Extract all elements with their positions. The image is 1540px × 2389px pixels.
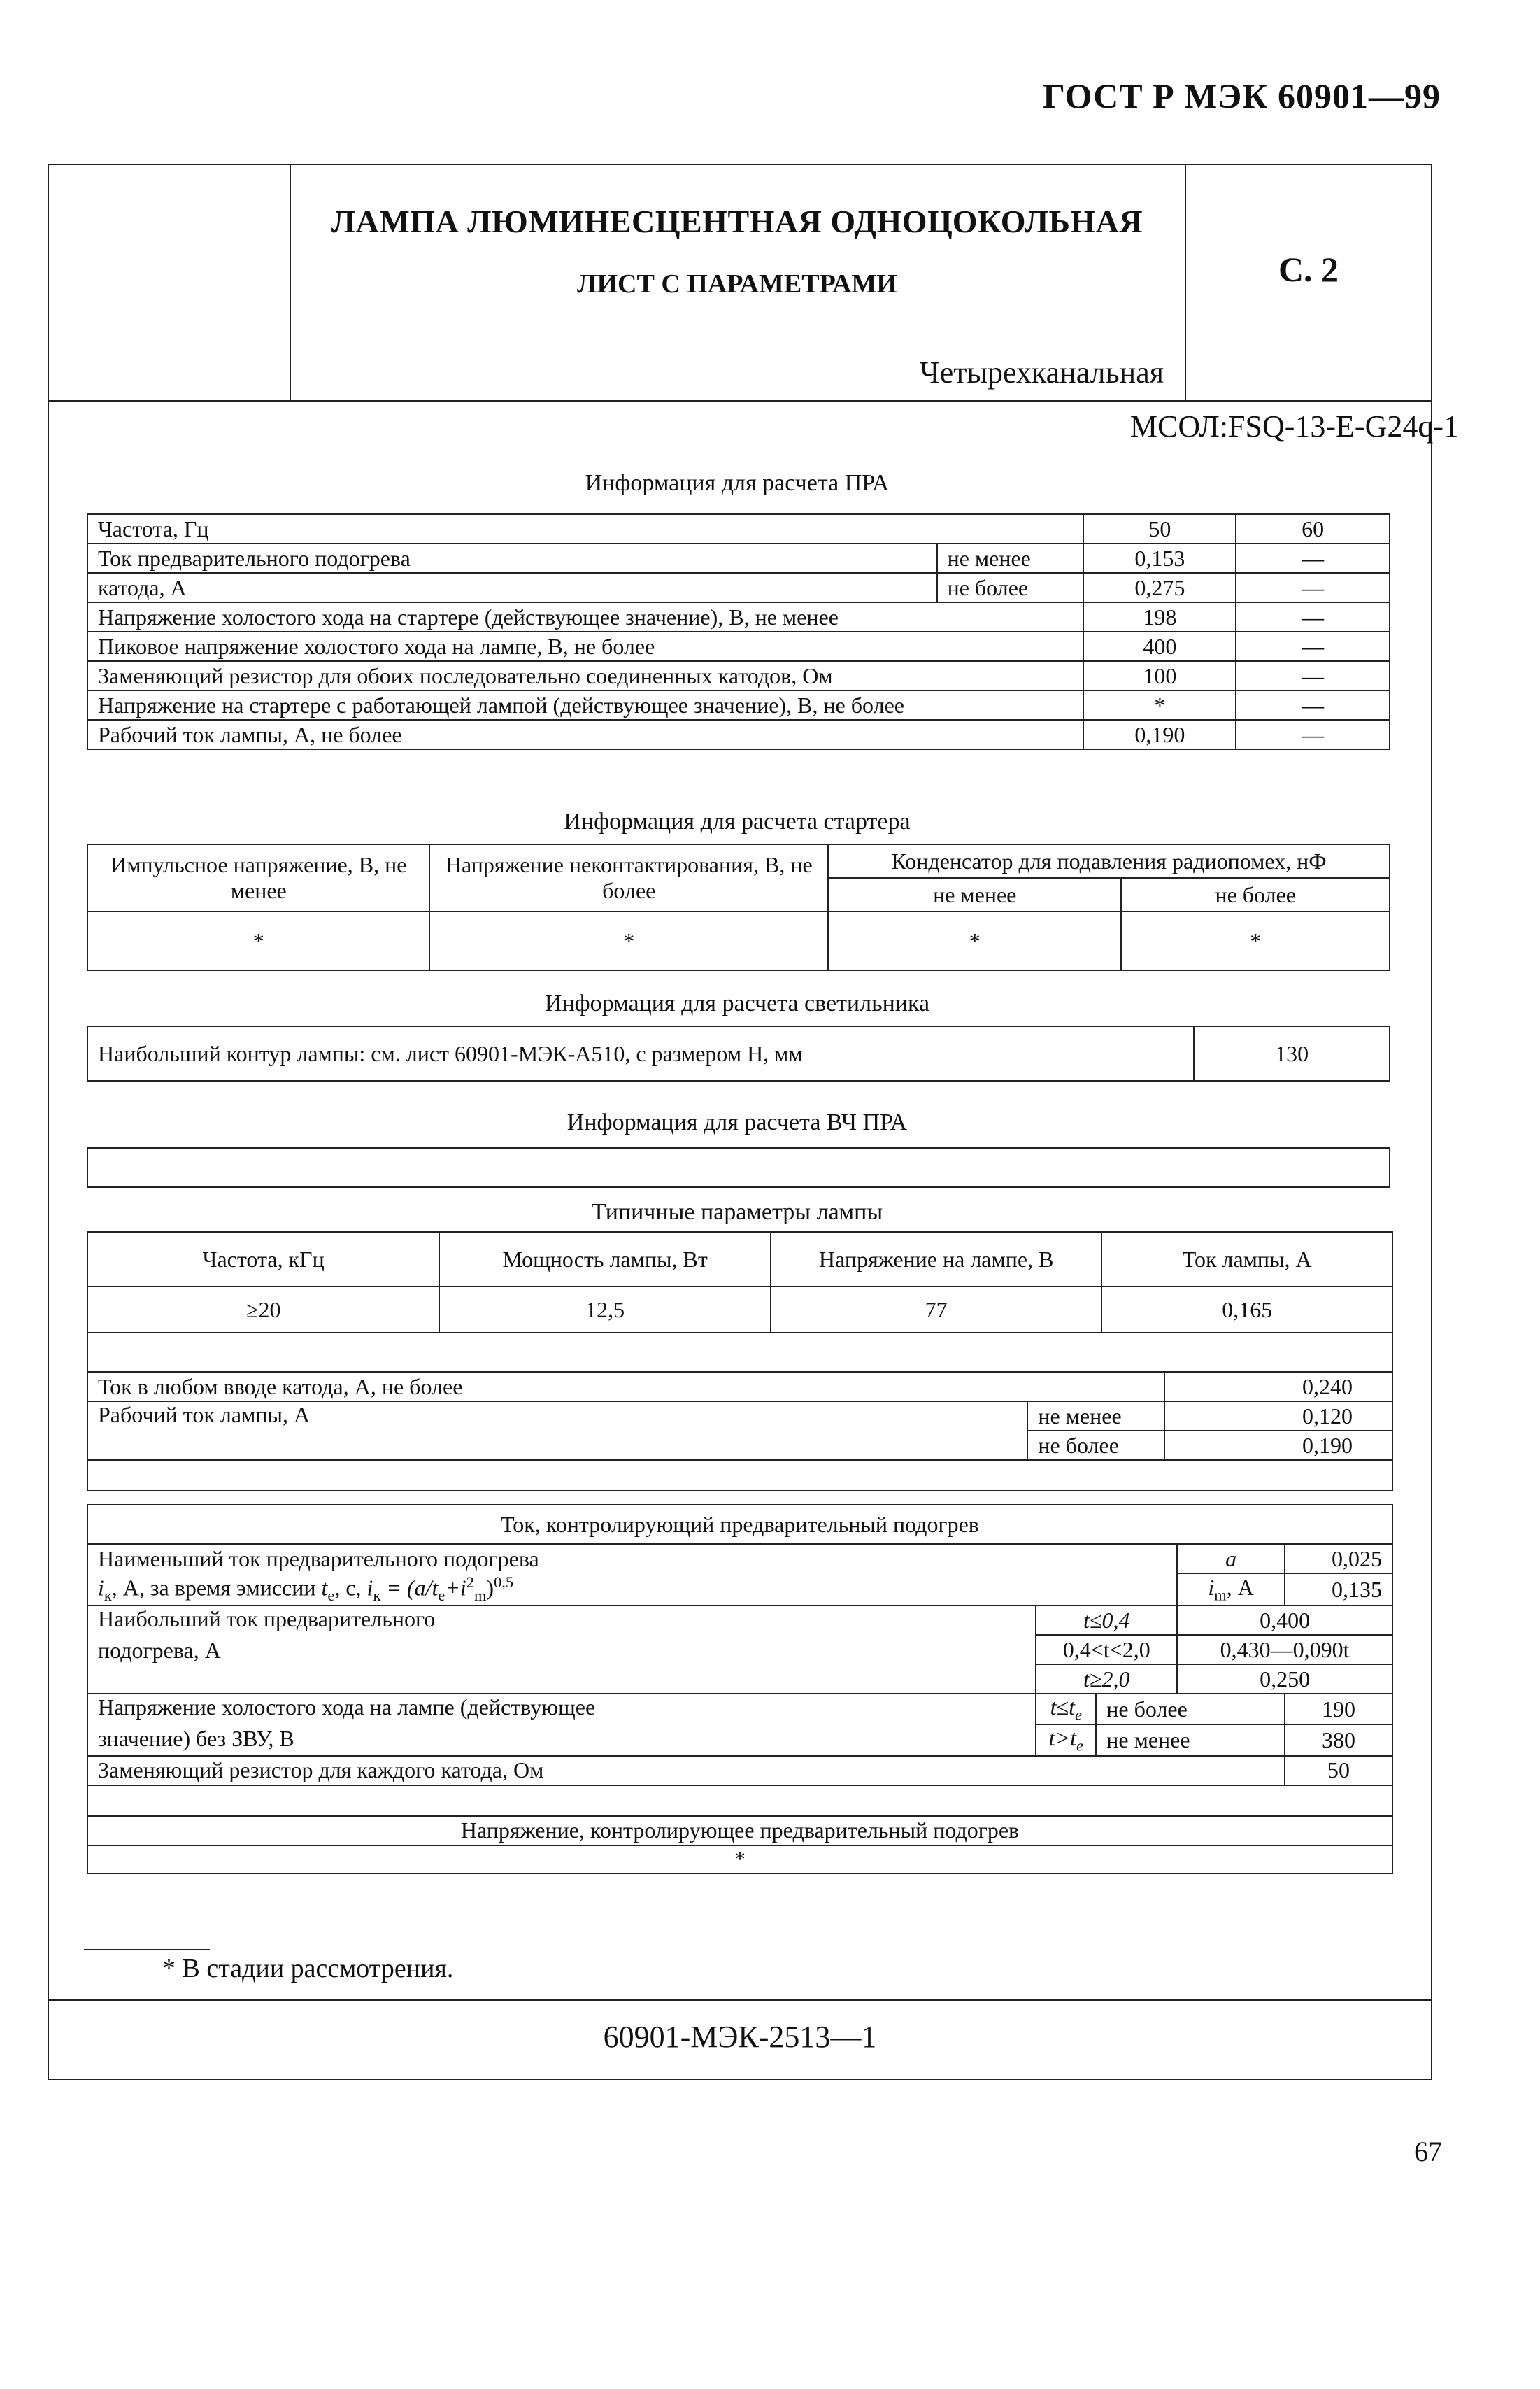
table-cell: 0,135 [1285, 1573, 1392, 1605]
table-cell: Напряжение холостого хода на стартере (действующее значение), В, не менее [87, 602, 1083, 632]
sheet-title: ЛАМПА ЛЮМИНЕСЦЕНТНАЯ ОДНОЦОКОЛЬНАЯ [331, 204, 1143, 239]
preheat-caption: Ток, контролирующий предварительный подогрев [87, 1505, 1392, 1544]
table-row [87, 1148, 1390, 1187]
table-cell: — [1236, 720, 1390, 749]
formula-text: +i [445, 1575, 466, 1601]
table-cell: Частота, Гц [87, 514, 1083, 544]
table-cell [1177, 1573, 1285, 1605]
table-cell: Напряжение на стартере с работающей лампой (действующее значение), В, не более [87, 690, 1083, 720]
sheet-number: С. 2 [1278, 250, 1339, 289]
table-cell: — [1236, 632, 1390, 661]
table-row [87, 1573, 1392, 1605]
table-cell: 77 [771, 1286, 1102, 1333]
title-block-main-cell [290, 165, 1186, 400]
table-cell-line: Наибольший ток предварительного [98, 1606, 436, 1632]
table-cell: 0,120 [1164, 1401, 1392, 1431]
table-cell: 0,190 [1164, 1431, 1392, 1460]
sheet-footer [49, 1999, 1431, 2079]
table-cell: * [1083, 690, 1236, 720]
luminaire-info-caption: Информация для расчета светильника [544, 991, 930, 1016]
table-row [87, 514, 1390, 544]
table-cell [1036, 1724, 1096, 1755]
table-cell [87, 1605, 1036, 1694]
formula-text: , А, за время эмиссии [111, 1575, 322, 1601]
table-cell: * [828, 912, 1121, 970]
table-cell: * [1121, 912, 1390, 970]
table-row [87, 1605, 1392, 1635]
table-cell: — [1236, 544, 1390, 573]
formula-sub: e [438, 1587, 445, 1605]
page-number: 67 [1414, 2136, 1442, 2167]
table-row [87, 544, 1390, 573]
table-cell: не менее [937, 544, 1084, 573]
table-header-cell: Напряжение неконтактирования, В, не более [429, 844, 828, 912]
table-cell [87, 1785, 1392, 1816]
preheat-table [87, 1504, 1393, 1874]
table-cell: 0,430—0,090t [1177, 1635, 1392, 1664]
table-cell-line: подогрева, А [98, 1638, 221, 1664]
table-cell [87, 1148, 1390, 1187]
table-cell: Наибольший контур лампы: см. лист 60901-МЭК-А510, с размером Н, мм [87, 1026, 1194, 1081]
formula-sub: m [474, 1587, 487, 1605]
table-row [87, 661, 1390, 690]
formula-var: i [366, 1575, 373, 1601]
table-header-cell: Мощность лампы, Вт [439, 1232, 771, 1286]
table-header-cell: Частота, кГц [87, 1232, 439, 1286]
table-row [87, 1756, 1392, 1785]
table-cell: Заменяющий резистор для обоих последовательно соединенных катодов, Ом [87, 661, 1083, 690]
ballast-info-caption: Информация для расчета ПРА [585, 470, 890, 496]
table-cell: 50 [1285, 1756, 1392, 1785]
table-row [87, 1694, 1392, 1724]
table-cell [87, 1694, 1036, 1756]
table-header-cell: Конденсатор для подавления радиопомех, нФ [828, 844, 1390, 878]
condition-text: t>t [1048, 1725, 1076, 1751]
table-cell: * [429, 912, 828, 970]
table-cell: 0,025 [1285, 1544, 1392, 1573]
ballast-info-table [87, 513, 1390, 750]
table-cell: не более [1096, 1694, 1285, 1724]
table-header-cell: Напряжение на лампе, В [771, 1232, 1102, 1286]
formula-text: , с, [334, 1575, 367, 1601]
table-cell: Ток в любом вводе катода, А, не более [87, 1372, 1164, 1401]
formula-sup: 2 [466, 1573, 474, 1591]
table-cell: 0,165 [1101, 1286, 1392, 1333]
table-row [87, 1460, 1392, 1491]
footnote-separator [84, 1949, 210, 1950]
table-row [87, 1401, 1392, 1431]
table-row [87, 573, 1390, 602]
table-row [87, 1544, 1392, 1573]
document-header: ГОСТ Р МЭК 60901—99 [1043, 76, 1441, 115]
table-cell: 0,190 [1083, 720, 1236, 749]
table-header-cell: Импульсное напряжение, В, не менее [87, 844, 429, 912]
formula-text: , А [1226, 1574, 1254, 1600]
table-cell [87, 1460, 1392, 1491]
table-cell: — [1236, 573, 1390, 602]
table-row [87, 1505, 1392, 1544]
formula-sub: к [373, 1587, 381, 1605]
table-cell: катода, А [87, 573, 937, 602]
table-cell: Рабочий ток лампы, А, не более [87, 720, 1083, 749]
table-row [87, 1845, 1392, 1873]
title-block-sheet-cell [1186, 165, 1431, 400]
table-row [87, 1333, 1392, 1372]
typical-params-caption: Типичные параметры лампы [591, 1199, 883, 1225]
table-row [87, 632, 1390, 661]
table-cell: 130 [1194, 1026, 1390, 1081]
table-cell: Наименьший ток предварительного подогрева [87, 1544, 1177, 1573]
table-header-cell: не менее [828, 878, 1121, 912]
table-cell: 0,250 [1177, 1664, 1392, 1694]
table-cell: — [1236, 690, 1390, 720]
table-cell: 0,400 [1177, 1605, 1392, 1635]
table-row [87, 690, 1390, 720]
table-cell: 60 [1236, 514, 1390, 544]
table-row [87, 1232, 1392, 1286]
table-cell: Рабочий ток лампы, А [87, 1401, 1027, 1460]
formula-text: = (a/t [380, 1575, 439, 1601]
luminaire-info-table [87, 1026, 1390, 1082]
table-cell: 380 [1285, 1724, 1392, 1755]
table-cell: 198 [1083, 602, 1236, 632]
table-cell: — [1236, 661, 1390, 690]
table-header-cell: Ток лампы, А [1101, 1232, 1392, 1286]
table-cell: Заменяющий резистор для каждого катода, Ом [87, 1756, 1285, 1785]
formula-sub: к [104, 1587, 112, 1605]
table-cell: * [87, 912, 429, 970]
table-cell: 0,240 [1164, 1372, 1392, 1401]
table-cell [87, 1333, 1392, 1372]
hf-ballast-caption: Информация для расчета ВЧ ПРА [566, 1110, 908, 1135]
condition-text: t≤t [1050, 1694, 1075, 1720]
table-cell-line: значение) без ЗВУ, В [98, 1726, 294, 1752]
sheet-subtitle: ЛИСТ С ПАРАМЕТРАМИ [577, 269, 897, 299]
typical-params-table [87, 1231, 1393, 1373]
table-cell: 50 [1083, 514, 1236, 544]
table-cell: не более [1027, 1431, 1164, 1460]
formula-var: i [98, 1575, 104, 1601]
starter-info-caption: Информация для расчета стартера [564, 809, 911, 835]
condition-sub: e [1074, 1706, 1082, 1724]
table-cell: ≥20 [87, 1286, 439, 1333]
formula-var: t [321, 1575, 328, 1601]
condition-sub: e [1076, 1736, 1083, 1754]
table-row [87, 912, 1390, 970]
formula-sub: m [1214, 1586, 1227, 1604]
table-header-cell: не более [1121, 878, 1390, 912]
table-cell [87, 1573, 1177, 1605]
sheet-code: 60901-МЭК-2513—1 [603, 2020, 877, 2054]
table-cell [1036, 1694, 1096, 1724]
formula-text: ) [486, 1575, 494, 1601]
formula-sup: 0,5 [494, 1573, 514, 1591]
lamp-designation: МСОЛ:FSQ-13-E-G24q-1 [1129, 409, 1459, 444]
table-cell: не менее [1027, 1401, 1164, 1431]
lamp-variant: Четырехканальная [920, 355, 1164, 390]
table-cell: t≤0,4 [1036, 1605, 1177, 1635]
formula-sub: e [327, 1587, 335, 1605]
table-cell: 100 [1083, 661, 1236, 690]
table-row [87, 720, 1390, 749]
table-cell: не более [937, 573, 1084, 602]
table-row [87, 1286, 1392, 1333]
table-cell-line: Напряжение холостого хода на лампе (действующее [98, 1694, 596, 1720]
table-cell: a [1177, 1544, 1285, 1573]
table-cell: 190 [1285, 1694, 1392, 1724]
table-row [87, 1372, 1392, 1401]
table-cell: 0,153 [1083, 544, 1236, 573]
formula-var: i [1208, 1574, 1215, 1600]
table-cell: Ток предварительного подогрева [87, 544, 937, 573]
table-cell: 400 [1083, 632, 1236, 661]
title-block-left-cell [49, 165, 291, 400]
table-row [87, 1816, 1392, 1845]
table-cell: 12,5 [439, 1286, 771, 1333]
table-cell: Пиковое напряжение холостого хода на лампе, В, не более [87, 632, 1083, 661]
table-row [87, 844, 1390, 878]
table-cell: * [87, 1845, 1392, 1873]
table-cell: t≥2,0 [1036, 1664, 1177, 1694]
starter-info-table [87, 844, 1390, 971]
table-cell: — [1236, 602, 1390, 632]
table-cell: 0,275 [1083, 573, 1236, 602]
table-cell: не менее [1096, 1724, 1285, 1755]
title-block [49, 165, 1431, 402]
hf-ballast-table [87, 1147, 1390, 1188]
voltage-preheat-caption: Напряжение, контролирующее предварительный подогрев [87, 1816, 1392, 1845]
table-row [87, 1026, 1390, 1081]
footnote: * В стадии рассмотрения. [162, 1954, 454, 1983]
table-row [87, 1785, 1392, 1816]
table-cell: 0,4<t<2,0 [1036, 1635, 1177, 1664]
table-row [87, 602, 1390, 632]
currents-table [87, 1371, 1393, 1491]
